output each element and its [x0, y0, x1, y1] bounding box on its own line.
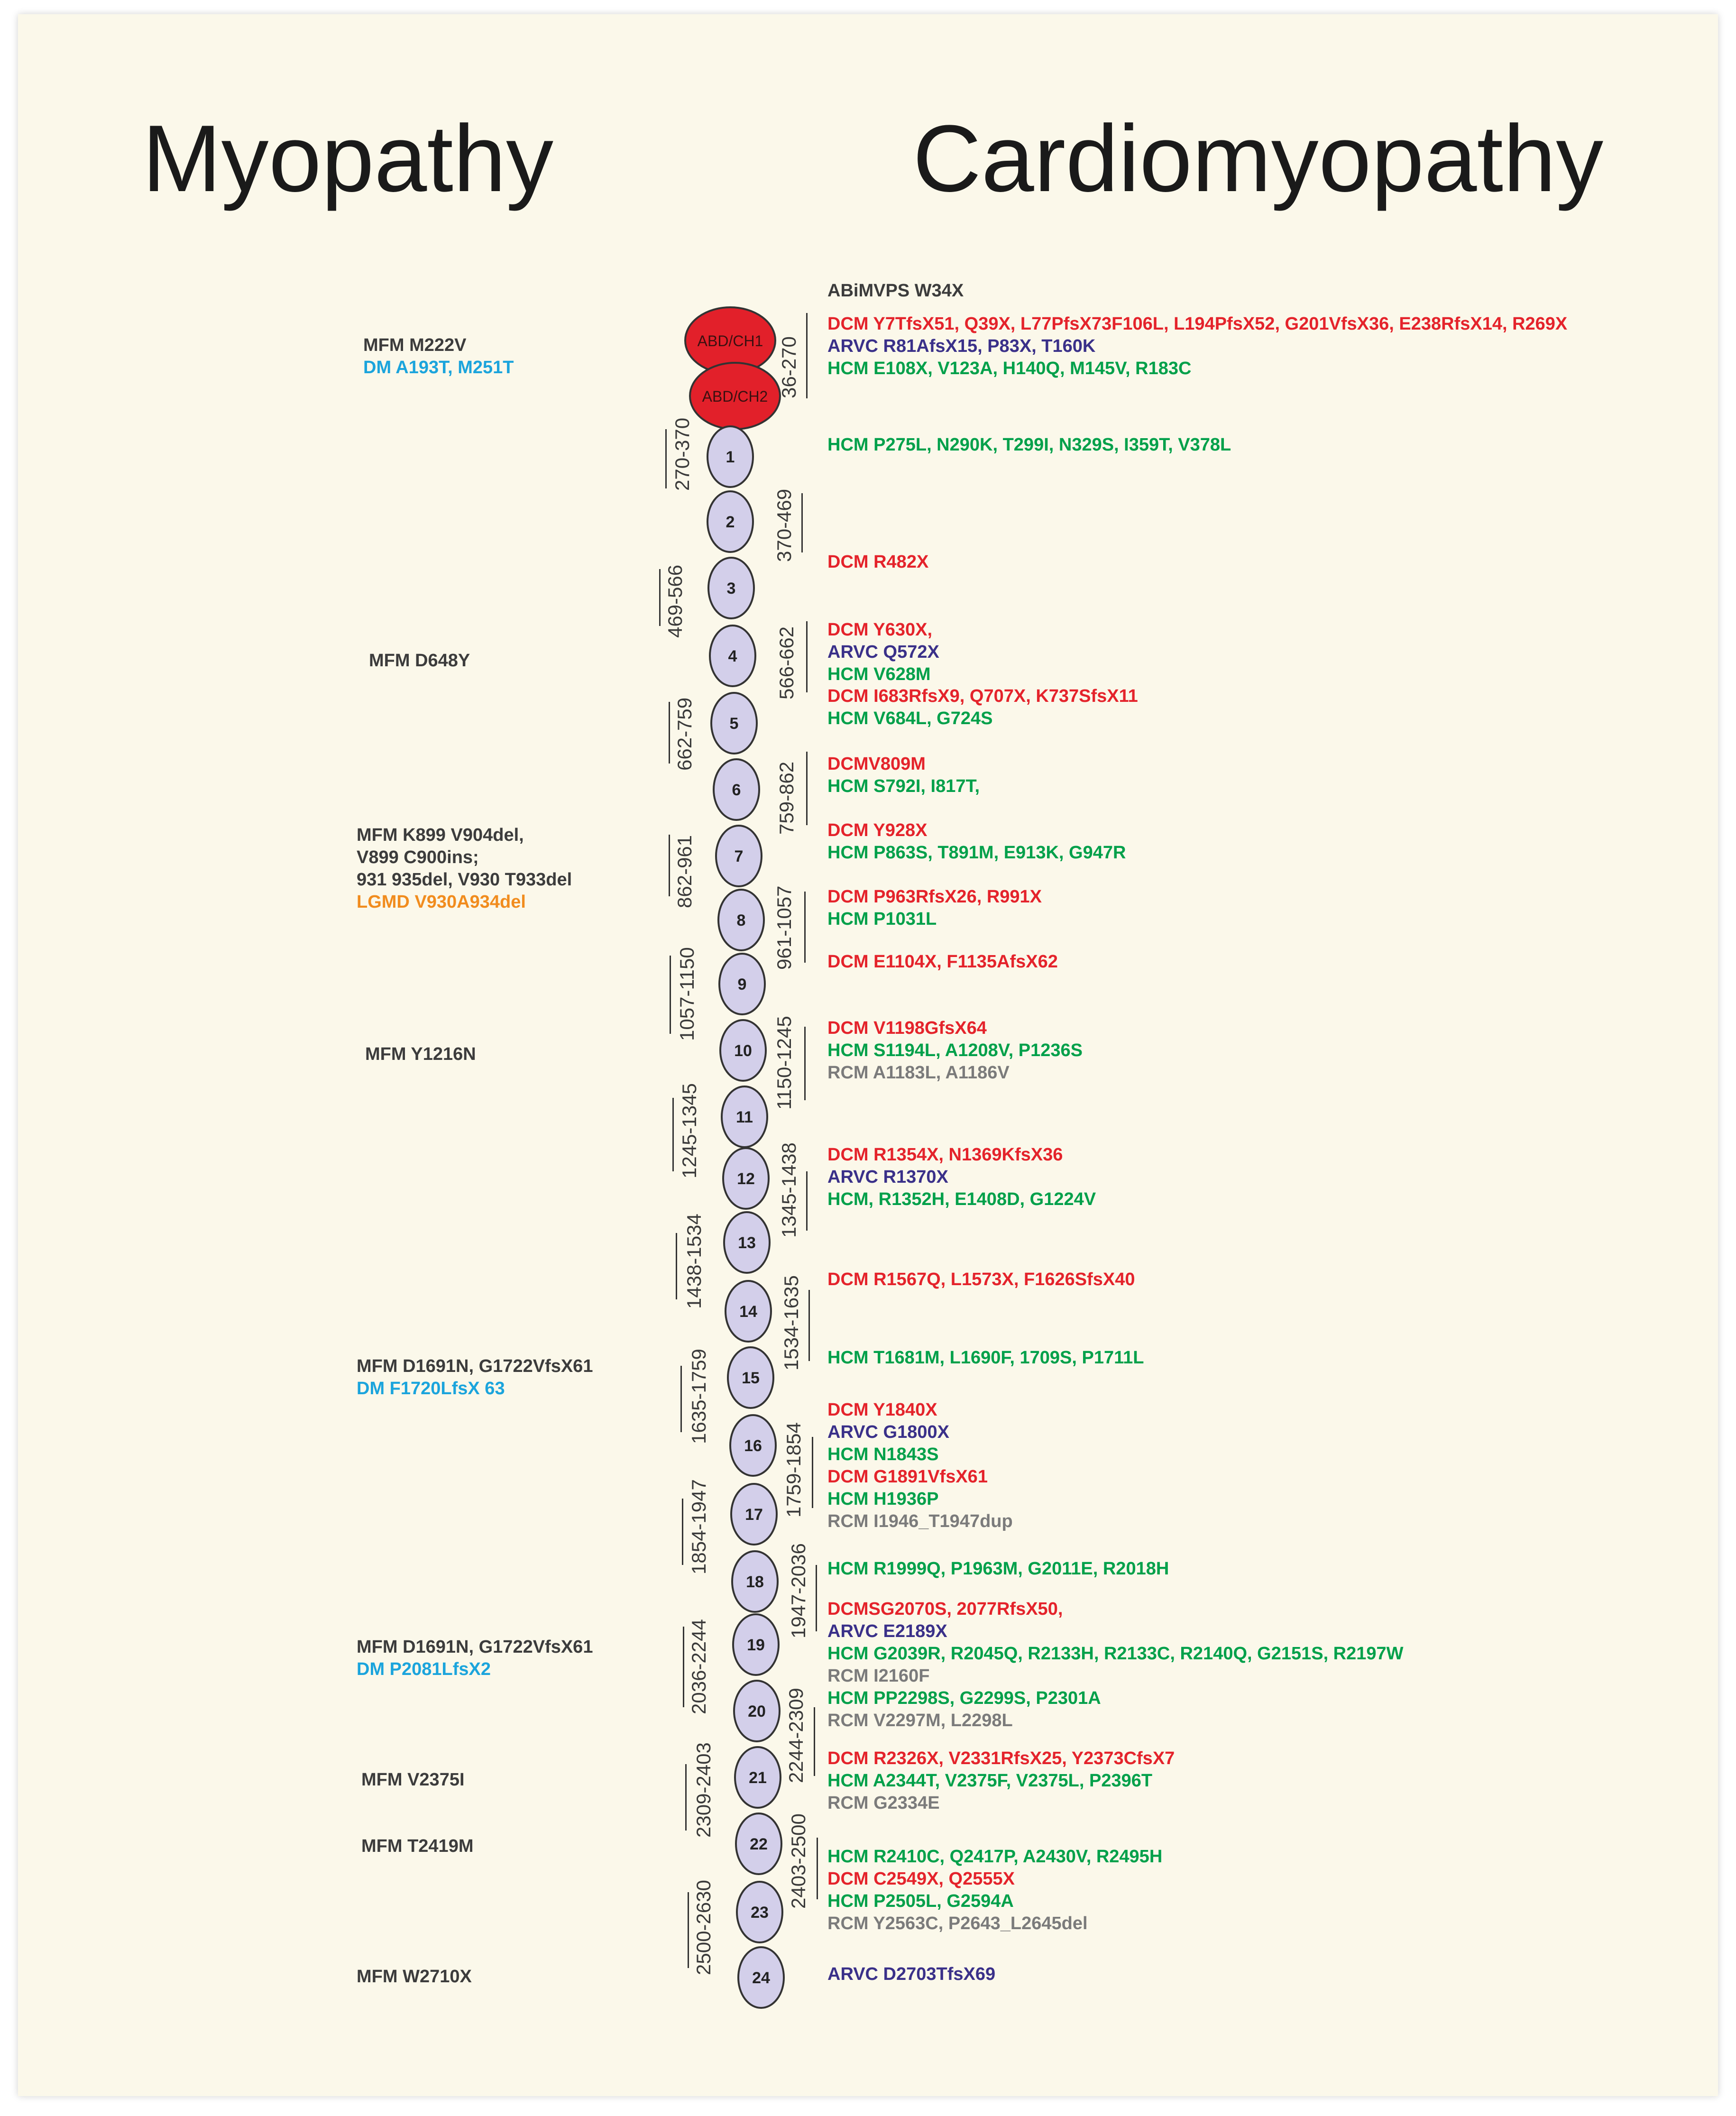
disease-tag: HCM	[827, 1489, 874, 1509]
range-tick	[683, 1627, 684, 1707]
mutation-list: R1567Q, L1573X, F1626SfsX40	[873, 1270, 1135, 1289]
mutation-list: Y1840X	[873, 1400, 937, 1420]
disease-tag: DCM	[827, 1467, 874, 1487]
disease-tag: RCM	[827, 1914, 873, 1933]
myopathy-mutation-line	[357, 1378, 505, 1399]
ig-repeat-number: 6	[732, 781, 741, 799]
range-tick	[816, 1565, 817, 1631]
disease-tag: DM	[363, 358, 396, 377]
myopathy-mutation-line	[357, 1658, 491, 1680]
cardiomyopathy-mutation-line	[827, 551, 928, 573]
disease-tag: HCM	[827, 1348, 874, 1368]
cardiomyopathy-mutation-line	[827, 1770, 1152, 1792]
mutation-list: 931 935del, V930 T933del	[357, 870, 572, 890]
cardiomyopathy-mutation-line	[827, 1269, 1135, 1290]
mutation-list: D648Y	[415, 651, 470, 671]
disease-tag: ARVC	[827, 1964, 883, 1984]
mutation-list: D2703TfsX69	[883, 1964, 996, 1984]
disease-tag: DCM	[827, 1018, 874, 1038]
myopathy-mutation-line	[365, 1043, 476, 1065]
range-tick	[814, 1707, 815, 1776]
cardiomyopathy-mutation-line	[827, 1062, 1010, 1084]
disease-tag: RCM	[827, 1666, 874, 1686]
myopathy-mutation-line	[369, 650, 470, 672]
residue-range-right: 370-469	[773, 488, 795, 562]
mutation-list: N1843S	[873, 1444, 939, 1464]
disease-tag: HCM	[827, 1559, 874, 1579]
mutation-list: R1999Q, P1963M, G2011E, R2018H	[873, 1559, 1169, 1579]
myopathy-mutation-line	[361, 1835, 473, 1857]
cardiomyopathy-mutation-line	[827, 280, 964, 302]
range-tick	[806, 1171, 808, 1231]
mutation-list: R2410C, Q2417P, A2430V, R2495H	[873, 1847, 1163, 1867]
myopathy-heading: Myopathy	[142, 106, 554, 212]
disease-tag: DM	[357, 1379, 390, 1398]
ig-repeat-number: 5	[729, 715, 739, 733]
cardiomyopathy-mutation-line	[827, 753, 926, 775]
cardiomyopathy-mutation-line	[827, 434, 1231, 456]
residue-range-left: 1438-1534	[683, 1214, 705, 1309]
disease-tag: HCM	[827, 1771, 873, 1791]
range-tick	[672, 1098, 674, 1171]
cardiomyopathy-mutation-line	[827, 908, 937, 930]
mutation-list: T2419M	[407, 1836, 474, 1856]
myopathy-mutation-line	[357, 1636, 593, 1658]
residue-range-right: 1759-1854	[782, 1422, 805, 1518]
range-tick	[682, 1499, 683, 1565]
cardiomyopathy-mutation-line	[827, 1963, 995, 1985]
disease-tag: DCM	[827, 686, 874, 706]
mutation-list: Y1216N	[411, 1044, 476, 1064]
range-tick	[817, 1838, 818, 1899]
disease-tag: ARVC	[827, 1167, 883, 1187]
cardiomyopathy-mutation-line	[827, 1421, 949, 1443]
cardiomyopathy-mutation-line	[827, 1040, 1083, 1061]
range-tick	[665, 429, 667, 488]
disease-tag: DCM	[827, 952, 874, 972]
mutation-list: Y630X,	[873, 620, 933, 640]
mutation-list: V2297M, L2298L	[873, 1711, 1013, 1730]
disease-tag: HCM	[827, 1644, 874, 1664]
cardiomyopathy-mutation-line	[827, 663, 931, 685]
myopathy-mutation-line	[357, 846, 479, 868]
mutation-list: V899 C900ins;	[357, 847, 479, 867]
disease-tag: MFM	[369, 651, 415, 671]
mutation-list: I2160F	[873, 1666, 930, 1686]
cardiomyopathy-mutation-line	[827, 1913, 1088, 1934]
residue-range-left: 1057-1150	[676, 947, 698, 1041]
myopathy-mutation-line	[361, 1769, 465, 1791]
mutation-list: S792I, I817T,	[873, 776, 980, 796]
residue-range-right: 759-862	[775, 761, 798, 835]
mutation-list: R2326X, V2331RfsX25, Y2373CfsX7	[873, 1748, 1175, 1768]
disease-tag: HCM	[827, 1688, 874, 1708]
residue-range-left: 1635-1759	[688, 1349, 710, 1444]
mutation-list: S1194L, A1208V, P1236S	[873, 1040, 1083, 1060]
cardiomyopathy-mutation-line	[827, 1444, 938, 1465]
cardiomyopathy-mutation-line	[827, 1710, 1013, 1731]
mutation-list: G1800X	[883, 1422, 949, 1442]
disease-tag: HCM	[827, 1040, 874, 1060]
ig-repeat-number: 4	[728, 647, 737, 665]
cardiomyopathy-mutation-line	[827, 1643, 1404, 1665]
residue-range-right: 566-662	[775, 626, 798, 699]
cardiomyopathy-mutation-line	[827, 1188, 1096, 1210]
cardiomyopathy-mutation-line	[827, 1399, 937, 1421]
ig-repeat-number: 10	[734, 1042, 752, 1060]
myopathy-mutation-line	[363, 334, 466, 356]
disease-tag: DM	[357, 1659, 390, 1679]
range-tick	[676, 1233, 677, 1299]
ig-repeat-number: 21	[749, 1769, 767, 1787]
mutation-list: D1691N, G1722VfsX61	[403, 1637, 593, 1657]
mutation-list: P963RfsX26, R991X	[873, 887, 1042, 907]
ig-repeat-number: 15	[742, 1369, 760, 1387]
cardiomyopathy-mutation-line	[827, 358, 1191, 379]
myopathy-mutation-line	[357, 1966, 472, 1987]
mutation-list: PP2298S, G2299S, P2301A	[873, 1688, 1101, 1708]
cardiomyopathy-mutation-line	[827, 1598, 1063, 1620]
mutation-list: A2344T, V2375F, V2375L, P2396T	[873, 1771, 1153, 1791]
residue-range-right: 1150-1245	[773, 1016, 795, 1110]
mutation-list: P275L, N290K, T299I, N329S, I359T, V378L	[873, 435, 1231, 455]
ig-repeat-number: 23	[751, 1904, 769, 1922]
disease-tag: MFM	[357, 1967, 403, 1987]
disease-tag: ARVC	[827, 1621, 883, 1641]
ig-repeat-number: 19	[747, 1636, 765, 1654]
mutation-list: F1720LfsX 63	[389, 1379, 505, 1398]
disease-tag: ABiMVPS	[827, 281, 915, 301]
disease-tag: RCM	[827, 1793, 874, 1813]
range-tick	[669, 702, 670, 764]
cardiomyopathy-mutation-line	[827, 1868, 1015, 1890]
disease-tag: ARVC	[827, 1422, 883, 1442]
ig-repeat-number: 14	[739, 1303, 757, 1321]
cardiomyopathy-mutation-line	[827, 641, 939, 663]
disease-tag: RCM	[827, 1063, 873, 1083]
mutation-list: G2334E	[873, 1793, 940, 1813]
mutation-list: V2375I	[407, 1770, 465, 1790]
mutation-list: C2549X, Q2555X	[873, 1869, 1015, 1889]
cardiomyopathy-mutation-line	[827, 313, 1567, 335]
cardiomyopathy-mutation-line	[827, 1510, 1013, 1532]
cardiomyopathy-mutation-line	[827, 1665, 929, 1687]
mutation-list: I683RfsX9, Q707X, K737SfsX11	[873, 686, 1138, 706]
residue-range-right: 1534-1635	[780, 1275, 802, 1371]
mutation-list: G2039R, R2045Q, R2133H, R2133C, R2140Q, G2151S, R2197W	[873, 1644, 1404, 1664]
cardiomyopathy-mutation-line	[827, 886, 1042, 908]
abd-domain-label: ABD/CH2	[702, 388, 768, 405]
range-tick	[685, 1764, 687, 1831]
mutation-list: V684L, G724S	[873, 708, 993, 728]
disease-tag: ARVC	[827, 336, 883, 356]
mutation-list: V1198GfsX64	[873, 1018, 987, 1038]
disease-tag: HCM	[827, 909, 874, 929]
ig-repeat-number: 3	[726, 580, 736, 598]
disease-tag: DCM	[827, 552, 874, 572]
mutation-list: V628M	[873, 664, 931, 684]
range-tick	[804, 1027, 806, 1100]
disease-tag: ARVC	[827, 642, 883, 662]
cardiomyopathy-mutation-line	[827, 1890, 1014, 1912]
cardiomyopathy-mutation-line	[827, 1488, 938, 1510]
disease-tag: HCM	[827, 1891, 874, 1911]
mutation-list: R1354X, N1369KfsX36	[873, 1145, 1063, 1165]
mutation-list: Q572X	[883, 642, 939, 662]
disease-tag: MFM	[365, 1044, 411, 1064]
myopathy-mutation-line	[357, 1355, 593, 1377]
residue-range-left: 2036-2244	[688, 1619, 710, 1714]
mutation-list: SG2070S, 2077RfsX50,	[868, 1599, 1063, 1619]
mutation-list: D1691N, G1722VfsX61	[403, 1356, 593, 1376]
cardiomyopathy-mutation-line	[827, 1748, 1175, 1769]
mutation-list: E2189X	[883, 1621, 947, 1641]
ig-repeat-number: 17	[745, 1506, 763, 1524]
myopathy-mutation-line	[357, 869, 572, 891]
mutation-list: P863S, T891M, E913K, G947R	[873, 843, 1126, 863]
cardiomyopathy-mutation-line	[827, 1558, 1169, 1580]
ig-repeat-number: 7	[734, 847, 744, 865]
disease-tag: DCM	[827, 620, 873, 640]
disease-tag: HCM	[827, 1444, 874, 1464]
mutation-list: V930A934del	[414, 892, 526, 912]
residue-range-left: 662-759	[673, 697, 696, 771]
cardiomyopathy-mutation-line	[827, 1620, 947, 1642]
disease-tag: MFM	[357, 1356, 403, 1376]
range-tick	[688, 1892, 689, 1968]
ig-repeat-number: 20	[748, 1702, 766, 1720]
disease-tag: HCM	[827, 359, 874, 378]
cardiomyopathy-mutation-line	[827, 842, 1126, 864]
abd-domain-label: ABD/CH1	[697, 332, 763, 350]
cardiomyopathy-mutation-line	[827, 1687, 1101, 1709]
ig-repeat-number: 18	[746, 1573, 764, 1591]
range-tick	[804, 892, 806, 963]
disease-tag: LGMD	[357, 892, 415, 912]
cardiomyopathy-mutation-line	[827, 708, 993, 729]
ig-repeat-number: 12	[737, 1170, 755, 1188]
residue-range-left: 270-370	[671, 417, 693, 491]
cardiomyopathy-mutation-line	[827, 1846, 1162, 1868]
residue-range-right: 1947-2036	[787, 1543, 809, 1638]
disease-tag: MFM	[357, 825, 403, 845]
ig-repeat-number: 1	[726, 448, 735, 466]
disease-tag: DCM	[827, 1599, 869, 1619]
disease-tag: DCM	[827, 1400, 873, 1420]
disease-tag: MFM	[363, 335, 410, 355]
residue-range-left: 1245-1345	[678, 1083, 700, 1178]
range-tick	[669, 835, 670, 896]
range-tick	[812, 1437, 813, 1508]
disease-tag: MFM	[361, 1836, 408, 1856]
mutation-list: T1681M, L1690F, 1709S, P1711L	[873, 1348, 1144, 1368]
myopathy-mutation-line	[357, 891, 526, 913]
myopathy-mutation-line	[357, 824, 524, 846]
mutation-list: Y928X	[873, 820, 928, 840]
mutation-list: P2081LfsX2	[389, 1659, 491, 1679]
disease-tag: RCM	[827, 1511, 874, 1531]
cardiomyopathy-mutation-line	[827, 335, 1095, 357]
mutation-list: H1936P	[873, 1489, 939, 1509]
range-tick	[806, 752, 808, 825]
disease-tag: DCM	[827, 754, 869, 774]
mutation-list: M222V	[409, 335, 467, 355]
disease-tag: DCM	[827, 1270, 874, 1289]
disease-tag: DCM	[827, 820, 873, 840]
residue-range-right: 2403-2500	[787, 1813, 809, 1909]
cardiomyopathy-mutation-line	[827, 819, 928, 841]
residue-range-left: 2500-2630	[692, 1880, 715, 1975]
ig-repeat-number: 13	[738, 1234, 756, 1252]
mutation-list: K899 V904del,	[403, 825, 524, 845]
mutation-list: P2505L, G2594A	[873, 1891, 1014, 1911]
range-tick	[659, 569, 661, 626]
mutation-list: R1352H, E1408D, G1224V	[878, 1189, 1096, 1209]
mutation-list: I1946_T1947dup	[873, 1511, 1013, 1531]
disease-tag: HCM	[827, 1847, 874, 1867]
mutation-list: R482X	[873, 552, 929, 572]
ig-repeat-number: 16	[744, 1437, 762, 1455]
ig-repeat-number: 24	[752, 1969, 770, 1987]
disease-tag: RCM	[827, 1711, 874, 1730]
ig-repeat-number: 9	[737, 975, 747, 994]
disease-tag: HCM,	[827, 1189, 879, 1209]
disease-tag: HCM	[827, 776, 874, 796]
mutation-list: V809M	[868, 754, 926, 774]
range-tick	[808, 1290, 810, 1361]
disease-tag: DCM	[827, 1748, 874, 1768]
cardiomyopathy-mutation-line	[827, 1144, 1063, 1166]
myopathy-mutation-line	[363, 357, 514, 378]
mutation-list: P1031L	[873, 909, 937, 929]
disease-tag: DCM	[827, 1145, 874, 1165]
residue-range-right: 961-1057	[773, 885, 795, 970]
residue-range-right: 36-270	[778, 336, 800, 398]
cardiomyopathy-mutation-line	[827, 1347, 1144, 1369]
disease-tag: MFM	[357, 1637, 403, 1657]
cardiomyopathy-mutation-line	[827, 1166, 948, 1188]
mutation-list: R81AfsX15, P83X, T160K	[883, 336, 1096, 356]
residue-range-right: 1345-1438	[778, 1142, 800, 1238]
cardiomyopathy-heading: Cardiomyopathy	[913, 106, 1604, 212]
residue-range-left: 2309-2403	[692, 1742, 715, 1838]
mutation-list: A1183L, A1186V	[873, 1063, 1010, 1083]
range-tick	[680, 1366, 682, 1432]
disease-tag: DCM	[827, 887, 874, 907]
disease-tag: HCM	[827, 435, 874, 455]
range-tick	[801, 493, 803, 552]
ig-repeat-number: 11	[736, 1108, 753, 1126]
residue-range-left: 469-566	[664, 564, 686, 638]
cardiomyopathy-mutation-line	[827, 1017, 987, 1039]
range-tick	[806, 313, 808, 398]
disease-tag: DCM	[827, 314, 873, 334]
mutation-list: W2710X	[403, 1967, 472, 1987]
disease-tag: MFM	[361, 1770, 408, 1790]
ig-repeat-number: 2	[726, 513, 735, 531]
cardiomyopathy-mutation-line	[827, 1792, 940, 1814]
residue-range-right: 2244-2309	[785, 1688, 807, 1783]
mutation-list: E108X, V123A, H140Q, M145V, R183C	[873, 359, 1192, 378]
cardiomyopathy-mutation-line	[827, 775, 980, 797]
range-tick	[670, 956, 671, 1034]
mutation-list: G1891VfsX61	[873, 1467, 988, 1487]
disease-tag: DCM	[827, 1869, 874, 1889]
cardiomyopathy-mutation-line	[827, 685, 1138, 707]
residue-range-left: 862-961	[673, 835, 696, 908]
ig-repeat-number: 22	[750, 1835, 768, 1853]
disease-tag: HCM	[827, 708, 874, 728]
cardiomyopathy-mutation-line	[827, 951, 1058, 973]
mutation-list: A193T, M251T	[395, 358, 514, 377]
range-tick	[806, 621, 808, 692]
mutation-list: R1370X	[883, 1167, 948, 1187]
residue-range-left: 1854-1947	[688, 1479, 710, 1574]
disease-tag: HCM	[827, 843, 874, 863]
cardiomyopathy-mutation-line	[827, 619, 932, 641]
ig-repeat-number: 8	[736, 911, 746, 929]
mutation-list: W34X	[914, 281, 964, 301]
disease-tag: HCM	[827, 664, 874, 684]
mutation-list: Y7TfsX51, Q39X, L77PfsX73F106L, L194PfsX52, G201VfsX36, E238RfsX14, R269X	[873, 314, 1568, 334]
cardiomyopathy-mutation-line	[827, 1466, 988, 1488]
mutation-list: E1104X, F1135AfsX62	[873, 952, 1058, 972]
mutation-list: Y2563C, P2643_L2645del	[873, 1914, 1088, 1933]
